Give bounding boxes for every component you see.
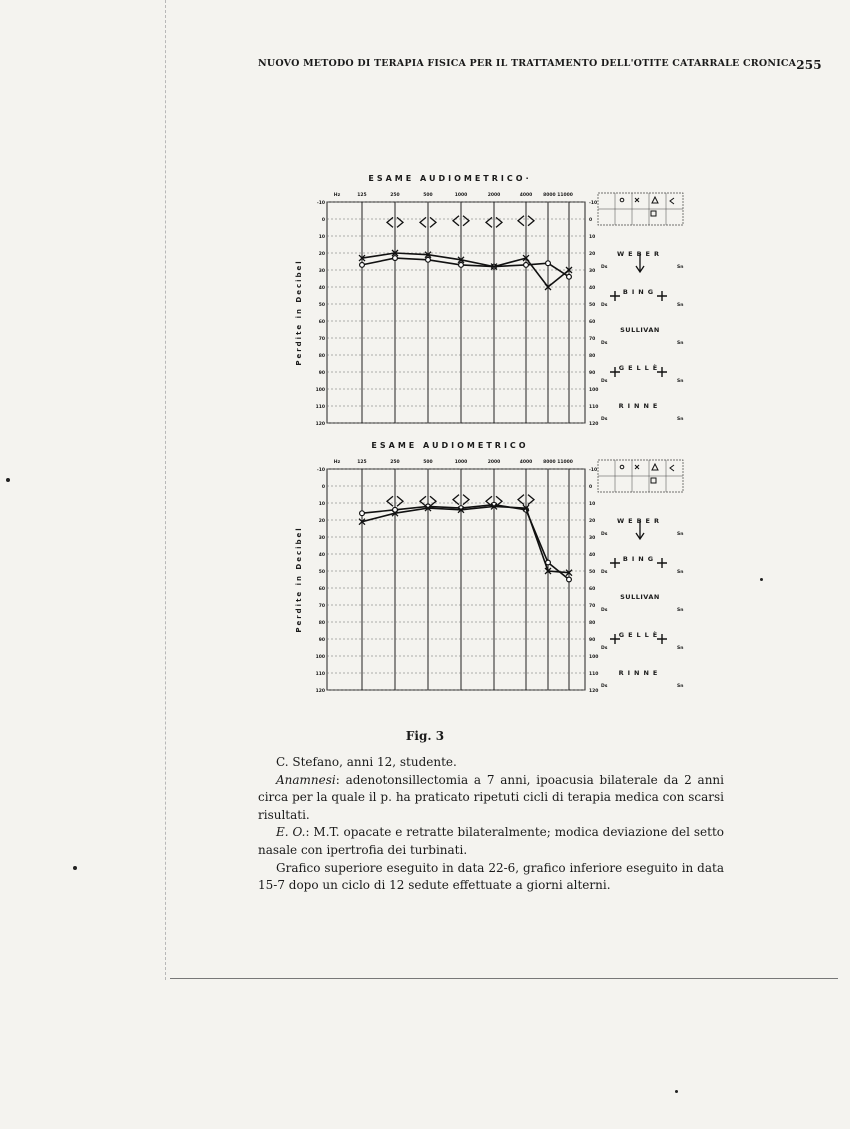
audiogram-svg: [285, 432, 705, 694]
bing-right-mark: [657, 558, 667, 568]
freq-tick-label: 500: [423, 460, 433, 465]
db-tick-label-left: 40: [318, 553, 325, 558]
freq-tick-label: 250: [390, 460, 400, 465]
legend-cross-icon: [635, 198, 639, 202]
anamnesis-text: : adenotonsillectomia a 7 anni, ipoacusia bilaterale da 2 anni circa per la quale il p. ha praticato ripetuti cicli di terapia medica con scarsi risultati.: [258, 772, 724, 822]
db-tick-label-right: 70: [589, 337, 596, 342]
freq-tick-label: 2000: [487, 460, 501, 465]
exam-paragraph: [258, 824, 724, 859]
legend-cross-icon: [635, 465, 639, 469]
data-point-circle: [426, 257, 431, 262]
db-tick-label-right: 100: [589, 388, 599, 393]
db-tick-label-left: 100: [315, 655, 325, 660]
test-name: WEBER: [616, 517, 664, 525]
db-tick-label-right: 10: [589, 235, 596, 240]
db-tick-label-left: 110: [315, 672, 325, 677]
exam-lead: E. O.: [276, 825, 306, 840]
db-tick-label-left: -10: [316, 468, 325, 473]
db-tick-label-left: 30: [318, 536, 325, 541]
db-tick-label-right: 70: [589, 604, 596, 609]
test-name: WEBER: [616, 250, 664, 258]
db-tick-label-left: 60: [318, 320, 325, 325]
graph-notes-paragraph: Grafico superiore eseguito in data 22-6, grafico inferiore eseguito in data 15-7 dopo un ciclo di 12 sedute effettuate a giorni alterni.: [258, 860, 724, 893]
db-tick-label-left: 100: [315, 388, 325, 393]
test-ear-right: Sn: [677, 646, 684, 651]
db-tick-label-left: 40: [318, 286, 325, 291]
audiogram-svg: [285, 165, 705, 427]
legend-circle-icon: [620, 465, 624, 469]
db-tick-label-left: 70: [318, 337, 325, 342]
test-ear-left: Ds: [601, 532, 608, 537]
data-point-circle: [546, 261, 551, 266]
test-ear-left: Ds: [601, 341, 608, 346]
legend-square-icon: [651, 478, 656, 483]
test-ear-right: Sn: [677, 303, 684, 308]
db-tick-label-left: 70: [318, 604, 325, 609]
freq-tick-label: 2000: [487, 193, 501, 198]
db-tick-label-left: 120: [315, 422, 325, 427]
data-point-circle: [360, 511, 365, 516]
case-text: [258, 754, 724, 895]
db-tick-label-right: 90: [589, 371, 596, 376]
legend-bracket-icon: [670, 465, 674, 471]
audiogram-upper: [285, 165, 705, 431]
legend-triangle-icon: [652, 464, 658, 470]
chart-title: ESAME AUDIOMETRICO·: [368, 174, 532, 183]
freq-tick-label: 4000: [519, 193, 533, 198]
audiogram-lower: [285, 432, 705, 698]
y-axis-label: Perdite in Decibel: [295, 259, 303, 366]
running-title: NUOVO METODO DI TERAPIA FISICA PER IL TRATTAMENTO DELL'OTITE CATARRALE CRONICA: [258, 58, 797, 69]
db-tick-label-left: 20: [318, 252, 325, 257]
data-point-circle: [360, 263, 365, 268]
db-tick-label-right: 50: [589, 303, 596, 308]
speck: [73, 866, 77, 870]
data-point-circle: [459, 263, 464, 268]
test-ear-right: Sn: [677, 532, 684, 537]
test-ear-left: Ds: [601, 646, 608, 651]
figure-caption: Fig. 3: [405, 729, 445, 743]
bing-left-mark: [610, 291, 620, 301]
test-name: SULLIVAN: [620, 326, 660, 334]
db-tick-label-right: 60: [589, 320, 596, 325]
db-tick-label-left: 90: [318, 371, 325, 376]
freq-tick-label: 500: [423, 193, 433, 198]
db-tick-label-right: 30: [589, 536, 596, 541]
freq-tick-label: 8000 11000: [543, 193, 573, 198]
db-tick-label-right: 50: [589, 570, 596, 575]
test-ear-left: Ds: [601, 570, 608, 575]
legend-triangle-icon: [652, 197, 658, 203]
db-tick-label-left: 10: [318, 502, 325, 507]
legend-square-icon: [651, 211, 656, 216]
db-tick-label-left: 90: [318, 638, 325, 643]
db-tick-label-right: 10: [589, 502, 596, 507]
db-tick-label-right: 30: [589, 269, 596, 274]
db-tick-label-right: 110: [589, 672, 599, 677]
anamnesis-lead: Anamnesi: [276, 772, 336, 787]
test-ear-right: Sn: [677, 608, 684, 613]
speck: [760, 578, 763, 581]
test-ear-right: Sn: [677, 265, 684, 270]
test-ear-right: Sn: [677, 417, 684, 422]
y-axis-label: Perdite in Decibel: [295, 526, 303, 633]
db-tick-label-left: 0: [321, 485, 325, 490]
db-tick-label-left: 20: [318, 519, 325, 524]
test-name: BING: [622, 555, 658, 563]
page-number: 255: [796, 58, 822, 72]
db-tick-label-left: 50: [318, 303, 325, 308]
test-name: BING: [622, 288, 658, 296]
chart-title: ESAME AUDIOMETRICO: [371, 441, 529, 450]
page-bottom-rule: [170, 978, 838, 979]
db-tick-label-right: -10: [589, 468, 598, 473]
db-tick-label-right: 80: [589, 354, 596, 359]
test-name: RINNE: [618, 402, 662, 410]
running-header: [258, 58, 822, 72]
test-ear-left: Ds: [601, 684, 608, 689]
test-ear-left: Ds: [601, 265, 608, 270]
data-point-circle: [524, 263, 529, 268]
db-tick-label-right: 40: [589, 553, 596, 558]
speck: [6, 478, 10, 482]
bing-right-mark: [657, 291, 667, 301]
test-ear-right: Sn: [677, 341, 684, 346]
freq-tick-label: 1000: [454, 460, 468, 465]
test-ear-left: Ds: [601, 417, 608, 422]
db-tick-label-right: -10: [589, 201, 598, 206]
db-tick-label-right: 80: [589, 621, 596, 626]
db-tick-label-left: 80: [318, 621, 325, 626]
freq-tick-label: 125: [357, 460, 367, 465]
db-tick-label-right: 100: [589, 655, 599, 660]
db-tick-label-right: 120: [589, 422, 599, 427]
db-tick-label-left: 120: [315, 689, 325, 694]
db-tick-label-right: 60: [589, 587, 596, 592]
freq-tick-label: 8000 11000: [543, 460, 573, 465]
test-name: RINNE: [618, 669, 662, 677]
db-tick-label-right: 20: [589, 252, 596, 257]
test-ear-right: Sn: [677, 570, 684, 575]
test-name: SULLIVAN: [620, 593, 660, 601]
test-name: GELLÈ: [618, 631, 662, 639]
db-tick-label-left: 60: [318, 587, 325, 592]
test-ear-right: Sn: [677, 379, 684, 384]
data-point-circle: [567, 274, 572, 279]
data-point-circle: [393, 256, 398, 261]
test-ear-right: Sn: [677, 684, 684, 689]
freq-tick-label: 1000: [454, 193, 468, 198]
freq-tick-label: 250: [390, 193, 400, 198]
freq-tick-label: Hz: [333, 193, 341, 198]
db-tick-label-left: 30: [318, 269, 325, 274]
patient-line: C. Stefano, anni 12, studente.: [276, 755, 457, 769]
db-tick-label-right: 110: [589, 405, 599, 410]
test-name: GELLÈ: [618, 364, 662, 372]
anamnesis-paragraph: [258, 772, 724, 825]
db-tick-label-right: 0: [589, 485, 593, 490]
symbol-legend: [598, 193, 683, 225]
bing-left-mark: [610, 558, 620, 568]
test-ear-left: Ds: [601, 379, 608, 384]
exam-text: : M.T. opacate e retratte bilateralmente; modica deviazione del setto nasale con ipertrofia dei turbinati.: [258, 825, 724, 857]
freq-tick-label: 4000: [519, 460, 533, 465]
legend-circle-icon: [620, 198, 624, 202]
symbol-legend: [598, 460, 683, 492]
plot-frame: [327, 202, 585, 423]
db-tick-label-right: 40: [589, 286, 596, 291]
test-ear-left: Ds: [601, 303, 608, 308]
freq-tick-label: Hz: [333, 460, 341, 465]
test-ear-left: Ds: [601, 608, 608, 613]
db-tick-label-left: 80: [318, 354, 325, 359]
db-tick-label-left: -10: [316, 201, 325, 206]
page-edge-line: [165, 0, 166, 980]
speck: [675, 1090, 678, 1093]
db-tick-label-right: 0: [589, 218, 593, 223]
db-tick-label-left: 0: [321, 218, 325, 223]
db-tick-label-right: 120: [589, 689, 599, 694]
legend-bracket-icon: [670, 198, 674, 204]
db-tick-label-right: 20: [589, 519, 596, 524]
db-tick-label-left: 50: [318, 570, 325, 575]
db-tick-label-left: 10: [318, 235, 325, 240]
db-tick-label-right: 90: [589, 638, 596, 643]
data-point-circle: [567, 577, 572, 582]
freq-tick-label: 125: [357, 193, 367, 198]
db-tick-label-left: 110: [315, 405, 325, 410]
